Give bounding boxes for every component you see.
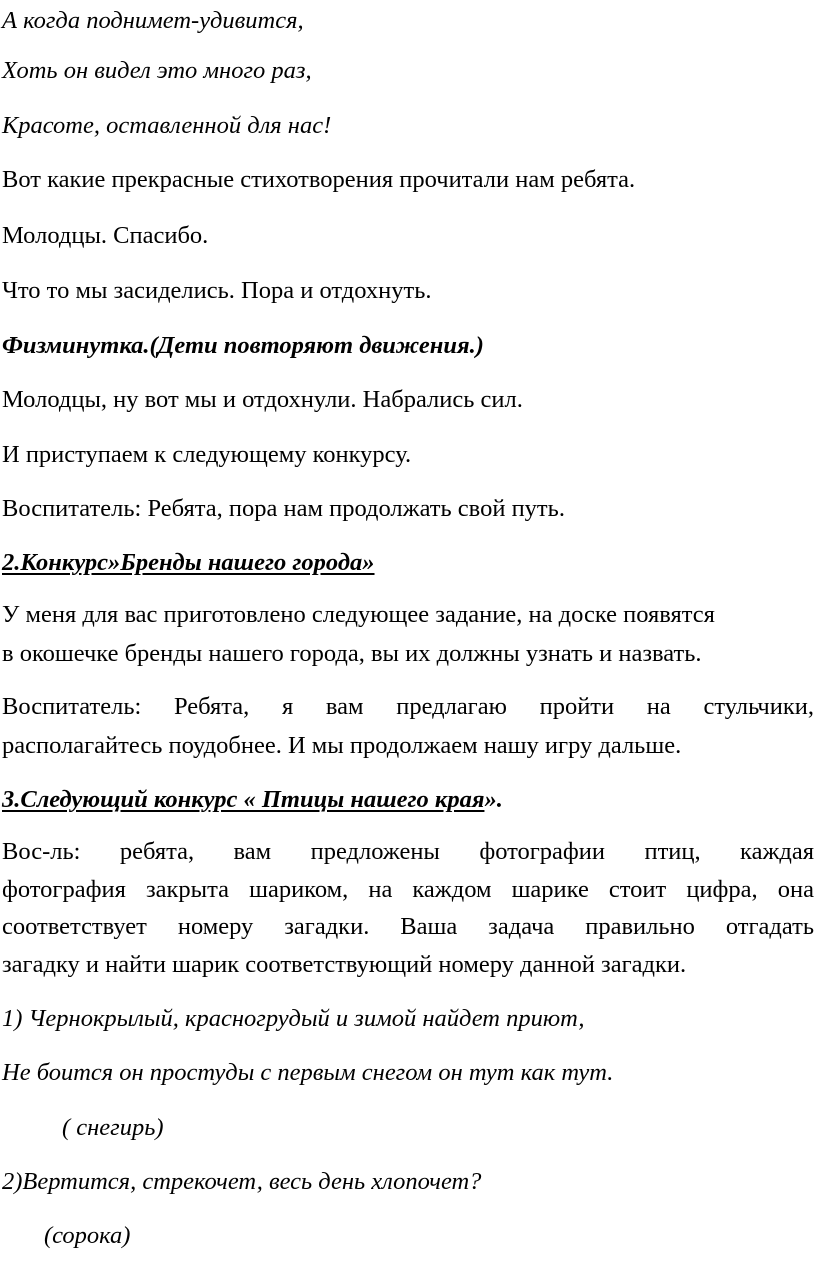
poem-line-3: Красоте, оставленной для нас! [2, 112, 332, 139]
paragraph-thanks: Молодцы. Спасибо. [2, 222, 209, 249]
paragraph-rested: Молодцы, ну вот мы и отдохнули. Набрались сил. [2, 386, 523, 413]
riddle-1-line-2: Не боится он простуды с первым снегом он тут как тут. [2, 1059, 614, 1086]
task3-line-4: загадку и найти шарик соответствующий номеру данной загадки. [2, 951, 687, 978]
poem-line-2: Хоть он видел это много раз, [2, 57, 312, 84]
section-heading-2 [2, 548, 814, 578]
teacher2-line-1: Воспитатель: Ребята, я вам предлагаю пройти на стульчики, [2, 693, 814, 720]
task2-line-1: У меня для вас приготовлено следующее задание, на доске появятся [2, 601, 715, 628]
riddle-1-line-1: 1) Чернокрылый, красногрудый и зимой найдет приют, [2, 1005, 585, 1032]
paragraph-teacher-1: Воспитатель: Ребята, пора нам продолжать свой путь. [2, 495, 565, 522]
paragraph-praise: Вот какие прекрасные стихотворения прочитали нам ребята. [2, 166, 636, 193]
section-heading-3-text: 3.Следующий конкурс « Птицы нашего края [2, 786, 485, 813]
riddle-2-answer: (сорока) [44, 1222, 131, 1249]
paragraph-next: И приступаем к следующему конкурсу. [2, 441, 412, 468]
poem-line-1: А когда поднимет-удивится, [2, 7, 304, 34]
task3-line-3: соответствует номеру загадки. Ваша задача правильно отгадать [2, 913, 814, 940]
teacher2-line-2: располагайтесь поудобнее. И мы продолжаем нашу игру дальше. [2, 732, 682, 759]
riddle-2-line-1: 2)Вертится, стрекочет, весь день хлопочет? [2, 1168, 482, 1195]
riddle-1-answer: ( снегирь) [62, 1114, 164, 1141]
paragraph-rest: Что то мы засиделись. Пора и отдохнуть. [2, 277, 432, 304]
section-heading-3-tail: ». [484, 786, 503, 813]
task3-line-1: Вос-ль: ребята, вам предложены фотографии птиц, каждая [2, 838, 814, 865]
section-heading-2-text: 2.Конкурс»Бренды нашего города» [2, 549, 375, 576]
task3-line-2: фотография закрыта шариком, на каждом шарике стоит цифра, она [2, 876, 814, 903]
task2-line-2: в окошечке бренды нашего города, вы их должны узнать и назвать. [2, 640, 702, 667]
section-heading-3 [2, 785, 814, 815]
fizminutka-heading: Физминутка.(Дети повторяют движения.) [2, 332, 484, 359]
